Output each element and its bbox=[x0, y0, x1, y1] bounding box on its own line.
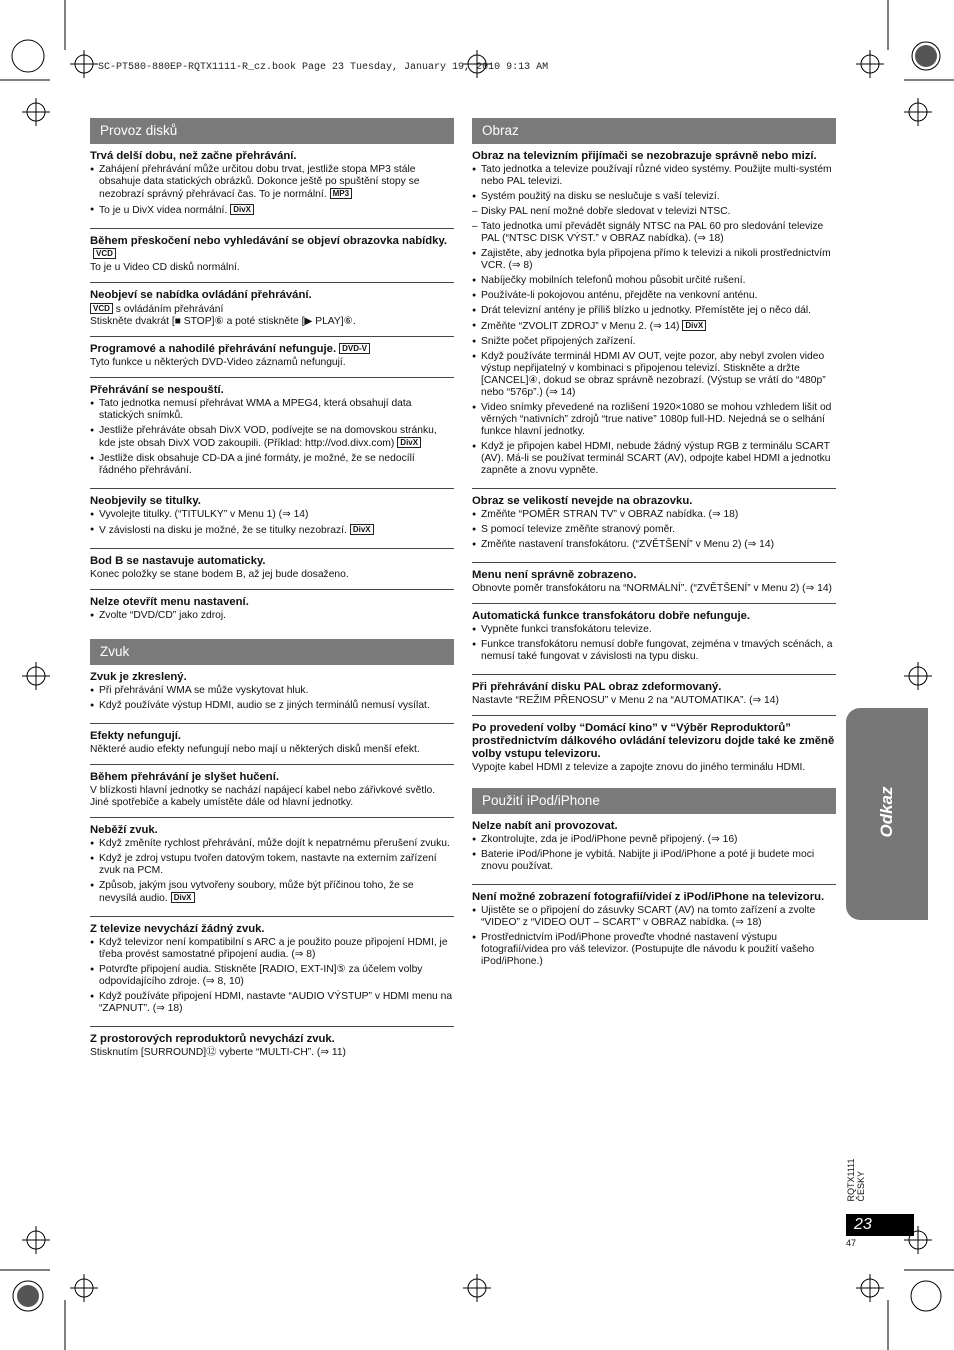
faq-question bbox=[472, 722, 836, 761]
bullet-item bbox=[90, 398, 454, 422]
page-number: 23 bbox=[846, 1214, 914, 1236]
question-text: Přehrávání se nespouští. bbox=[90, 384, 224, 396]
bullet-text: Změňte nastavení transfokátoru. (“ZVĚTŠENÍ” v Menu 2) (⇒ 14) bbox=[481, 539, 775, 550]
format-tag: DivX bbox=[682, 320, 706, 331]
bullet-list bbox=[472, 509, 836, 551]
faq-question bbox=[90, 555, 454, 568]
faq-question bbox=[90, 671, 454, 684]
section-header: Obraz bbox=[472, 118, 836, 144]
bullet-item bbox=[472, 905, 836, 929]
faq-question bbox=[472, 681, 836, 694]
format-tag: VCD bbox=[90, 303, 113, 314]
bullet-list bbox=[90, 398, 454, 477]
bullet-item bbox=[472, 305, 836, 317]
side-tab-label: Odkaz bbox=[877, 786, 896, 838]
document-code: RQTX1111 bbox=[846, 1158, 856, 1202]
right-column bbox=[472, 118, 836, 985]
faq-question bbox=[472, 495, 836, 508]
bullet-list bbox=[90, 937, 454, 1015]
faq-question bbox=[90, 343, 454, 356]
faq-item bbox=[472, 722, 836, 782]
question-text: Neběží zvuk. bbox=[90, 824, 158, 836]
bullet-text: Změňte “POMĚR STRAN TV” v OBRAZ nabídka. (⇒ 18) bbox=[481, 509, 739, 520]
faq-item bbox=[472, 569, 836, 604]
bullet-text: Ujistěte se o připojení do zásuvky SCART (AV) na tomto zařízení a zvolte “VIDEO” z “VIDEO OUT – SCART” v OBRAZ nabídka. (⇒ 18) bbox=[481, 905, 816, 928]
faq-item bbox=[90, 596, 454, 633]
small-page-number: 47 bbox=[846, 1238, 857, 1248]
bullet-item bbox=[90, 700, 454, 712]
left-column bbox=[90, 118, 454, 1073]
faq-item bbox=[90, 555, 454, 590]
faq-answer: Obnovte poměr transfokátoru na “NORMÁLNÍ”. (“ZVĚTŠENÍ” v Menu 2) (⇒ 14) bbox=[472, 583, 832, 594]
question-text: Obraz se velikostí nevejde na obrazovku. bbox=[472, 495, 693, 507]
question-text: Automatická funkce transfokátoru dobře nefunguje. bbox=[472, 610, 751, 622]
faq-answer: Vypojte kabel HDMI z televize a zapojte znovu do jiného terminálu HDMI. bbox=[472, 762, 806, 773]
faq-question bbox=[90, 771, 454, 784]
bullet-list bbox=[90, 685, 454, 712]
bullet-text: Systém použitý na disku se neslučuje s vaší televizí. bbox=[481, 191, 720, 202]
bullet-item bbox=[472, 624, 836, 636]
bullet-text: Vyvolejte titulky. (“TITULKY” v Menu 1) (⇒ 14) bbox=[99, 509, 309, 520]
bullet-text: V závislosti na disku je možné, že se titulky nezobrazí. bbox=[99, 525, 347, 536]
answer-line-text: s ovládáním přehrávání bbox=[112, 304, 224, 315]
faq-question bbox=[472, 891, 836, 904]
bullet-text: Tato jednotka umí převádět signály NTSC na PAL 60 pro sledování televize PAL (“NTSC DISK VÝST.” v OBRAZ nabídka). (⇒ 18) bbox=[481, 221, 824, 244]
bullet-list bbox=[472, 905, 836, 968]
bullet-list bbox=[90, 509, 454, 537]
bullet-text: Zkontrolujte, zda je iPod/iPhone pevně připojený. (⇒ 16) bbox=[481, 834, 738, 845]
bullet-item bbox=[90, 964, 454, 988]
faq-item bbox=[90, 1033, 454, 1067]
bullet-text: Když je připojen kabel HDMI, nebude žádný výstup RGB z terminálu SCART (AV). Má-li se používat terminál SCART (AV), odpojte kabel HDMI a jednotku zapněte a znovu vypněte. bbox=[481, 441, 831, 476]
bullet-text: Vypněte funkci transfokátoru televize. bbox=[481, 624, 652, 635]
bullet-text: Potvrďte připojení audia. Stiskněte [RADIO, EXT-IN]⑤ za účelem volby odpovídajícího zdroje. (⇒ 8, 10) bbox=[99, 964, 423, 987]
faq-item bbox=[90, 235, 454, 283]
format-tag: DVD-V bbox=[339, 343, 370, 354]
question-text: Po provedení volby “Domácí kino” v “Výběr Reproduktorů” prostřednictvím dálkového ovládání televizoru dojde také ke změně volby vstupu televizoru. bbox=[472, 722, 835, 760]
bullet-list bbox=[90, 610, 454, 622]
faq-answer: Stisknutím [SURROUND]⑫ vyberte “MULTI-CH”. (⇒ 11) bbox=[90, 1047, 346, 1058]
faq-question bbox=[90, 289, 454, 302]
faq-answer: Některé audio efekty nefungují nebo mají u některých disků menší efekt. bbox=[90, 744, 420, 755]
bullet-item bbox=[472, 932, 836, 968]
format-tag: MP3 bbox=[330, 188, 352, 199]
bullet-text: Když je zdroj vstupu tvořen datovým tokem, nastavte na externím zařízení zvuk na PCM. bbox=[99, 853, 437, 876]
bullet-text: S pomocí televize změňte stranový poměr. bbox=[481, 524, 676, 535]
faq-question bbox=[90, 1033, 454, 1046]
bullet-item bbox=[472, 320, 836, 333]
section-header: Provoz disků bbox=[90, 118, 454, 144]
bullet-text: Zajistěte, aby jednotka byla připojena přímo k televizi a nikoli prostřednictvím VCR. (⇒ 8) bbox=[481, 248, 831, 271]
bullet-item bbox=[472, 164, 836, 188]
faq-question bbox=[90, 235, 454, 261]
bullet-text: Způsob, jakým jsou vytvořeny soubory, může být příčinou toho, že se nevysílá audio. bbox=[99, 880, 414, 904]
bullet-item bbox=[472, 248, 836, 272]
bullet-text: Funkce transfokátoru nemusí dobře fungovat, zejména v tmavých scénách, a nemusí také fungovat v závislosti na typu disku. bbox=[481, 639, 833, 662]
bullet-item bbox=[472, 221, 836, 245]
question-text: Neobjeví se nabídka ovládání přehrávání. bbox=[90, 289, 312, 301]
bullet-text: Tato jednotka nemusí přehrávat WMA a MPEG4, která obsahují data statických snímků. bbox=[99, 398, 412, 421]
bullet-list bbox=[472, 164, 836, 477]
bullet-item bbox=[472, 275, 836, 287]
bullet-item bbox=[472, 509, 836, 521]
bullet-text: Při přehrávání WMA se může vyskytovat hluk. bbox=[99, 685, 309, 696]
bullet-list bbox=[90, 164, 454, 217]
bullet-item bbox=[90, 880, 454, 905]
section-header: Zvuk bbox=[90, 639, 454, 665]
bullet-text: Jestliže disk obsahuje CD-DA a jiné formáty, je možné, že se nedocílí řádného přehrávání. bbox=[99, 453, 415, 476]
bullet-item bbox=[472, 849, 836, 873]
faq-question bbox=[90, 596, 454, 609]
bullet-text: Jestliže přehráváte obsah DivX VOD, podívejte se na domovskou stránku, kde jste obsah DivX VOD zakoupili. (Příklad: http://vod.divx.com) bbox=[99, 425, 437, 449]
format-tag: DivX bbox=[397, 437, 421, 448]
bullet-item bbox=[90, 204, 454, 217]
format-tag: DivX bbox=[171, 892, 195, 903]
bullet-item bbox=[90, 164, 454, 201]
bullet-item bbox=[472, 441, 836, 477]
faq-answer: Nastavte “REŽIM PŘENOSU” v Menu 2 na “AUTOMATIKA”. (⇒ 14) bbox=[472, 695, 779, 706]
bullet-text: Baterie iPod/iPhone je vybitá. Nabijte ji iPod/iPhone a poté ji budete moci znovu používat. bbox=[481, 849, 815, 872]
faq-item bbox=[472, 495, 836, 563]
bullet-item bbox=[90, 509, 454, 521]
faq-question bbox=[472, 150, 836, 163]
faq-item bbox=[90, 495, 454, 549]
faq-item bbox=[472, 820, 836, 885]
book-file-header: SC-PT580-880EP-RQTX1111-R_cz.book Page 23 Tuesday, January 19, 2010 9:13 AM bbox=[98, 62, 549, 73]
bullet-text: Používáte-li pokojovou anténu, přejděte na venkovní anténu. bbox=[481, 290, 758, 301]
faq-answer: V blízkosti hlavní jednotky se nachází napájecí kabel nebo zářivkové světlo. Jiné spotřebiče a kabely umístěte dále od hlavní jednotky. bbox=[90, 785, 436, 808]
question-text: Bod B se nastavuje automaticky. bbox=[90, 555, 266, 567]
bullet-list bbox=[472, 834, 836, 873]
faq-question bbox=[90, 923, 454, 936]
question-text: Programové a nahodilé přehrávání nefunguje. bbox=[90, 343, 337, 355]
faq-answer: Tyto funkce u některých DVD-Video záznamů nefungují. bbox=[90, 357, 346, 368]
faq-question bbox=[472, 569, 836, 582]
faq-item bbox=[90, 771, 454, 818]
question-text: Nelze otevřít menu nastavení. bbox=[90, 596, 249, 608]
bullet-text: Když používáte výstup HDMI, audio se z jiných terminálů nemusí vysílat. bbox=[99, 700, 430, 711]
question-text: Z prostorových reproduktorů nevychází zvuk. bbox=[90, 1033, 335, 1045]
question-text: Během přehrávání je slyšet hučení. bbox=[90, 771, 279, 783]
faq-item bbox=[90, 671, 454, 724]
question-text: Neobjevily se titulky. bbox=[90, 495, 201, 507]
question-text: Z televize nevychází žádný zvuk. bbox=[90, 923, 265, 935]
bullet-item bbox=[472, 290, 836, 302]
bullet-text: Drát televizní antény je příliš blízko u jednotky. Přemístěte jej o něco dál. bbox=[481, 305, 812, 316]
question-text: Trvá delší dobu, než začne přehrávání. bbox=[90, 150, 297, 162]
bullet-item bbox=[90, 685, 454, 697]
faq-question bbox=[90, 824, 454, 837]
faq-item bbox=[472, 610, 836, 675]
document-code-label bbox=[846, 1158, 866, 1201]
faq-item bbox=[90, 824, 454, 917]
bullet-item bbox=[90, 610, 454, 622]
bullet-item bbox=[472, 639, 836, 663]
bullet-text: Disky PAL není možné dobře sledovat v televizi NTSC. bbox=[481, 206, 731, 217]
bullet-text: Když používáte připojení HDMI, nastavte “AUDIO VÝSTUP” v HDMI menu na “ZAPNUT”. (⇒ 18) bbox=[99, 991, 453, 1014]
faq-question bbox=[90, 384, 454, 397]
faq-item bbox=[472, 681, 836, 716]
answer-line-text: Stiskněte dvakrát [■ STOP]⑥ a poté stiskněte [▶ PLAY]⑥. bbox=[90, 316, 356, 327]
bullet-text: Nabíječky mobilních telefonů mohou působit určité rušení. bbox=[481, 275, 746, 286]
faq-answer: To je u Video CD disků normální. bbox=[90, 262, 240, 273]
section-header: Použití iPod/iPhone bbox=[472, 788, 836, 814]
faq-question bbox=[472, 820, 836, 833]
question-text: Zvuk je zkreslený. bbox=[90, 671, 187, 683]
format-tag: DivX bbox=[350, 524, 374, 535]
question-text: Není možné zobrazení fotografií/videí z iPod/iPhone na televizoru. bbox=[472, 891, 825, 903]
faq-item bbox=[90, 289, 454, 337]
bullet-text: Když změníte rychlost přehrávání, může dojít k nepatrnému přerušení zvuku. bbox=[99, 838, 450, 849]
question-text: Během přeskočení nebo vyhledávání se objeví obrazovka nabídky. bbox=[90, 235, 448, 247]
faq-question bbox=[90, 150, 454, 163]
bullet-item bbox=[90, 524, 454, 537]
faq-answer: Konec položky se stane bodem B, až jej bude dosaženo. bbox=[90, 569, 349, 580]
answer-line bbox=[90, 303, 454, 316]
faq-item bbox=[90, 730, 454, 765]
bullet-text: Zvolte “DVD/CD” jako zdroj. bbox=[99, 610, 227, 621]
bullet-text: Snižte počet připojených zařízení. bbox=[481, 336, 636, 347]
bullet-item bbox=[472, 336, 836, 348]
bullet-text: Prostřednictvím iPod/iPhone proveďte vhodné nastavení výstupu fotografií/videa pro váš televizor. (Postupujte dle návodu k použití vašeho iPod/iPhone.) bbox=[481, 932, 815, 967]
faq-item bbox=[472, 150, 836, 489]
bullet-item bbox=[472, 351, 836, 399]
question-text: Menu není správně zobrazeno. bbox=[472, 569, 637, 581]
bullet-text: To je u DivX videa normální. bbox=[99, 205, 228, 216]
bullet-item bbox=[90, 453, 454, 477]
bullet-item bbox=[472, 834, 836, 846]
bullet-item bbox=[90, 937, 454, 961]
question-text: Obraz na televizním přijímači se nezobrazuje správně nebo mizí. bbox=[472, 150, 817, 162]
bullet-text: Když televizor není kompatibilní s ARC a je použito pouze připojení HDMI, je třeba provést samostatné připojení audia. (⇒ 8) bbox=[99, 937, 448, 960]
language-label: ČESKY bbox=[856, 1171, 866, 1202]
faq-item bbox=[90, 150, 454, 229]
bullet-text: Zahájení přehrávání může určitou dobu trvat, jestliže stopa MP3 stále obsahuje data statických obrázků. Dokonce ještě po spuštění stopy se nezobrazí správný přehrávací čas. To je normální. bbox=[99, 164, 420, 200]
bullet-item bbox=[90, 425, 454, 450]
faq-item bbox=[90, 384, 454, 489]
bullet-item bbox=[472, 206, 836, 218]
format-tag: VCD bbox=[93, 248, 116, 259]
answer-line bbox=[90, 316, 454, 328]
bullet-item bbox=[90, 853, 454, 877]
faq-item bbox=[90, 343, 454, 378]
bullet-text: Když používáte terminál HDMI AV OUT, vejte pozor, aby nebyl zvolen video výstup nepřijatelný v kombinaci s připojenou televizí. Stiskněte a držte [CANCEL]④, dokud se obraz správně nezobrazí. (Výstup se vrátí do “480p” nebo “576p”.) (⇒ 14) bbox=[481, 351, 826, 398]
question-text: Nelze nabít ani provozovat. bbox=[472, 820, 618, 832]
bullet-text: Tato jednotka a televize používají různé video systémy. Použijte multi-systém nebo PAL televizi. bbox=[481, 164, 832, 187]
faq-question bbox=[472, 610, 836, 623]
bullet-text: Změňte “ZVOLIT ZDROJ” v Menu 2. (⇒ 14) bbox=[481, 321, 680, 332]
format-tag: DivX bbox=[230, 204, 254, 215]
bullet-list bbox=[472, 624, 836, 663]
bullet-item bbox=[472, 402, 836, 438]
faq-question bbox=[90, 730, 454, 743]
question-text: Při přehrávání disku PAL obraz zdeformovaný. bbox=[472, 681, 722, 693]
bullet-item bbox=[90, 991, 454, 1015]
bullet-item bbox=[472, 539, 836, 551]
bullet-item bbox=[90, 838, 454, 850]
bullet-text: Video snímky převedené na rozlišení 1920×1080 se mohou vzhledem lišit od věrných “nativních” zdrojů “true native” 1080p full-HD. Nejedná se o selhání funkce hlavní jednotky. bbox=[481, 402, 832, 437]
bullet-item bbox=[472, 524, 836, 536]
bullet-list bbox=[90, 838, 454, 905]
faq-item bbox=[472, 891, 836, 979]
question-text: Efekty nefungují. bbox=[90, 730, 182, 742]
faq-item bbox=[90, 923, 454, 1027]
faq-question bbox=[90, 495, 454, 508]
bullet-item bbox=[472, 191, 836, 203]
